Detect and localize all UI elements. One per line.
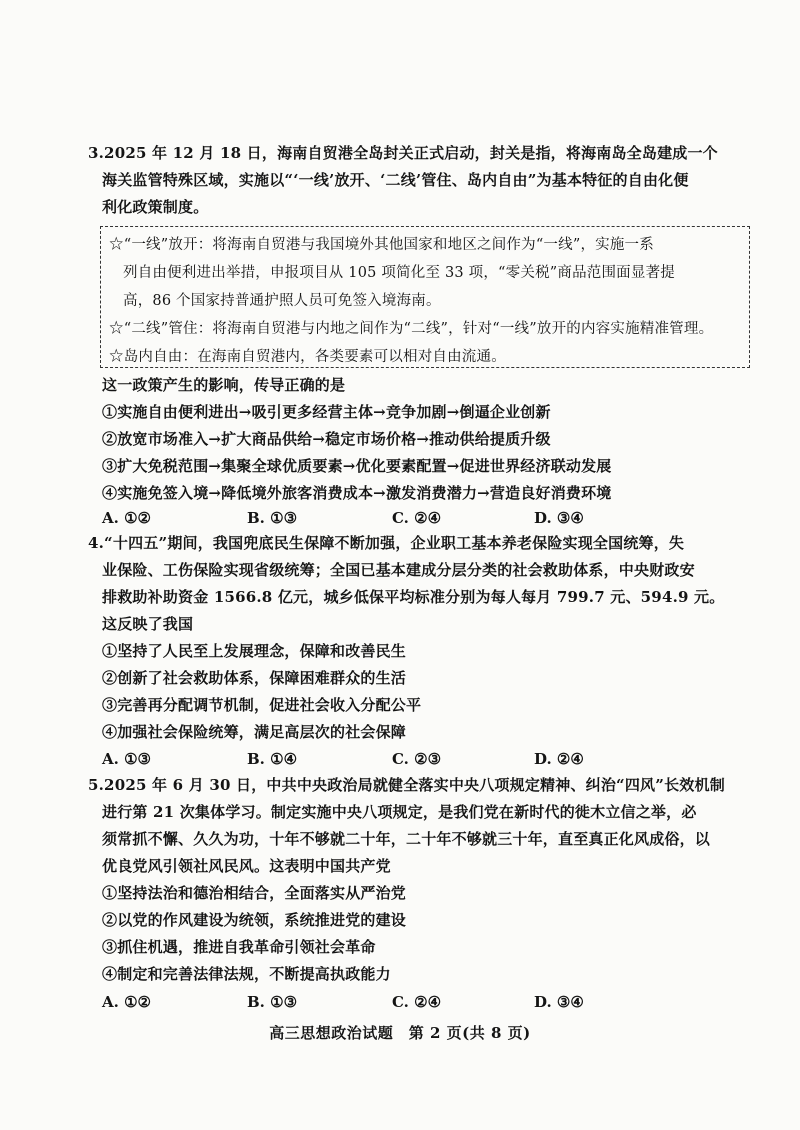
q3-material-box bbox=[100, 226, 750, 368]
q3-item: ①实施自由便利进出→吸引更多经营主体→竞争加剧→倒逼企业创新 bbox=[102, 403, 551, 421]
q3-item: ②放宽市场准入→扩大商品供给→稳定市场价格→推动供给提质升级 bbox=[102, 430, 551, 448]
q3-option-d[interactable]: D. ③④ bbox=[534, 509, 584, 527]
q5-item: ③抓住机遇，推进自我革命引领社会革命 bbox=[102, 938, 376, 956]
q5-stem-line: 须常抓不懈、久久为功，十年不够就二十年，二十年不够就三十年，直至真正化风成俗，以 bbox=[102, 830, 711, 848]
q5-option-d[interactable]: D. ③④ bbox=[534, 993, 584, 1011]
q4-option-a[interactable]: A. ①③ bbox=[102, 750, 151, 768]
q5-option-a[interactable]: A. ①② bbox=[102, 993, 151, 1011]
q3-item: ③扩大免税范围→集聚全球优质要素→优化要素配置→促进世界经济联动发展 bbox=[102, 457, 612, 475]
q5-item: ②以党的作风建设为统领，系统推进党的建设 bbox=[102, 911, 407, 929]
q4-option-d[interactable]: D. ②④ bbox=[534, 750, 584, 768]
q3-box-line: ☆“一线”放开：将海南自贸港与我国境外其他国家和地区之间作为“一线”，实施一系 bbox=[109, 237, 654, 253]
q5-option-b[interactable]: B. ①③ bbox=[247, 993, 298, 1011]
q3-box-line: ☆岛内自由：在海南自贸港内，各类要素可以相对自由流通。 bbox=[109, 349, 506, 365]
q5-item: ①坚持法治和德治相结合，全面落实从严治党 bbox=[102, 884, 407, 902]
q5-options bbox=[102, 989, 762, 1016]
q3-box-line: 列自由便利进出举措，申报项目从 105 项简化至 33 项，“零关税”商品范围面显著提 bbox=[123, 265, 675, 281]
question-3-stem bbox=[88, 140, 760, 221]
q4-option-b[interactable]: B. ①④ bbox=[247, 750, 298, 768]
q3-option-b[interactable]: B. ①③ bbox=[247, 509, 298, 527]
question-5-stem bbox=[88, 772, 760, 880]
question-4-body bbox=[102, 638, 774, 746]
q4-stem-line: 这反映了我国 bbox=[102, 615, 194, 633]
q5-item: ④制定和完善法律法规，不断提高执政能力 bbox=[102, 965, 391, 983]
q3-box-line: 高，86 个国家持普通护照人员可免签入境海南。 bbox=[123, 293, 441, 309]
q3-prompt: 这一政策产生的影响，传导正确的是 bbox=[102, 376, 346, 394]
q5-stem-line: 进行第 21 次集体学习。制定实施中央八项规定，是我们党在新时代的徙木立信之举，必 bbox=[102, 803, 697, 821]
page-footer: 高三思想政治试题 第 2 页(共 8 页) bbox=[269, 1024, 531, 1042]
q4-stem-line: 4.“十四五”期间，我国兜底民生保障不断加强，企业职工基本养老保险实现全国统筹，失 bbox=[88, 534, 685, 552]
q4-item: ①坚持了人民至上发展理念，保障和改善民生 bbox=[102, 642, 407, 660]
q4-stem-line: 排救助补助资金 1566.8 亿元，城乡低保平均标准分别为每人每月 799.7 元、594.9 元。 bbox=[102, 588, 725, 606]
q4-stem-line: 业保险、工伤保险实现省级统筹；全国已基本建成分层分类的社会救助体系，中央财政安 bbox=[102, 561, 695, 579]
question-4-stem bbox=[88, 530, 760, 638]
q4-item: ②创新了社会救助体系，保障困难群众的生活 bbox=[102, 669, 407, 687]
q4-item: ③完善再分配调节机制，促进社会收入分配公平 bbox=[102, 696, 422, 714]
q3-options bbox=[102, 505, 762, 532]
q3-box-line: ☆“二线”管住：将海南自贸港与内地之间作为“二线”，针对“一线”放开的内容实施精准管理。 bbox=[109, 321, 714, 337]
q3-stem-line: 海关监管特殊区域，实施以“‘一线’放开、‘二线’管住、岛内自由”为基本特征的自由化便 bbox=[102, 171, 689, 189]
q3-item: ④实施免签入境→降低境外旅客消费成本→激发消费潜力→营造良好消费环境 bbox=[102, 484, 612, 502]
q3-option-a[interactable]: A. ①② bbox=[102, 509, 151, 527]
q5-option-c[interactable]: C. ②④ bbox=[392, 993, 442, 1011]
q3-stem-line: 利化政策制度。 bbox=[102, 198, 209, 216]
q5-stem-line: 优良党风引领社风民风。这表明中国共产党 bbox=[102, 857, 391, 875]
q3-stem-line: 3.2025 年 12 月 18 日，海南自贸港全岛封关正式启动，封关是指，将海南岛全岛建成一个 bbox=[88, 144, 718, 162]
q4-option-c[interactable]: C. ②③ bbox=[392, 750, 442, 768]
question-3-body bbox=[102, 372, 774, 507]
q5-stem-line: 5.2025 年 6 月 30 日，中共中央政治局就健全落实中央八项规定精神、纠治“四风”长效机制 bbox=[88, 776, 725, 794]
q4-options bbox=[102, 746, 762, 773]
question-5-body bbox=[102, 880, 774, 988]
q3-option-c[interactable]: C. ②④ bbox=[392, 509, 442, 527]
q4-item: ④加强社会保险统筹，满足高层次的社会保障 bbox=[102, 723, 407, 741]
